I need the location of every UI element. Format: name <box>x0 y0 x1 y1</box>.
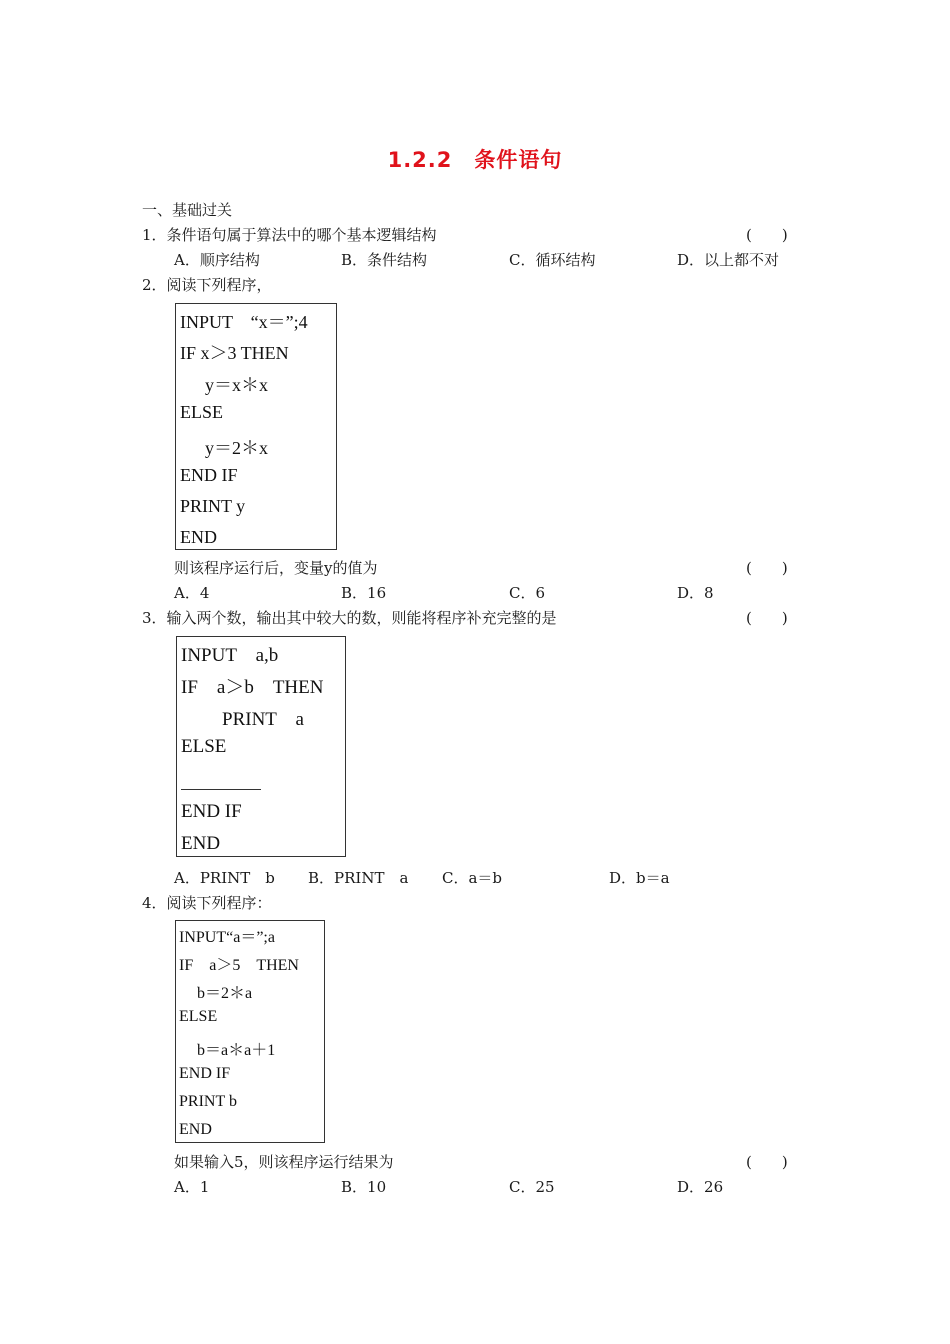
code-line: b＝a＊a＋1 <box>197 1042 276 1059</box>
code-line: INPUT “x＝”;4 <box>180 312 308 332</box>
q4-option-b: B．10 <box>341 1178 387 1196</box>
section-heading: 一、基础过关 <box>142 201 233 219</box>
q3-option-c: C．a＝b <box>442 869 503 887</box>
q2-answer-paren: ( ) <box>746 559 788 577</box>
q2-option-b: B．16 <box>341 584 387 602</box>
code-line: y＝2＊x <box>205 438 268 458</box>
q1-option-b: B．条件结构 <box>341 251 428 269</box>
q3-option-a: A．PRINT b <box>174 869 275 887</box>
q1-option-d: D．以上都不对 <box>677 251 780 269</box>
code-line: INPUT“a＝”;a <box>179 929 275 946</box>
code-line: ELSE <box>181 736 227 757</box>
q2-option-d: D．8 <box>677 584 714 602</box>
code-line: END IF <box>181 801 242 822</box>
code-line: PRINT y <box>180 496 246 516</box>
q3-answer-paren: ( ) <box>746 609 788 627</box>
code-line: END <box>181 833 221 854</box>
q1-answer-paren: ( ) <box>746 226 788 244</box>
q4-option-d: D．26 <box>677 1178 724 1196</box>
q4-option-c: C．25 <box>509 1178 555 1196</box>
q4-answer-paren: ( ) <box>746 1153 788 1171</box>
q3-stem: 3．输入两个数，输出其中较大的数，则能将程序补充完整的是 <box>142 609 557 627</box>
q2-stem: 2．阅读下列程序， <box>142 276 272 294</box>
code-line: IF a＞b THEN <box>181 677 324 698</box>
code-line: ELSE <box>180 402 223 422</box>
code-line: END IF <box>179 1065 231 1082</box>
code-line: PRINT b <box>179 1093 237 1110</box>
q3-option-b: B．PRINT a <box>308 869 409 887</box>
page-title: 1.2.2 条件语句 <box>387 148 563 172</box>
code-line: END <box>180 527 217 547</box>
q3-option-d: D．b＝a <box>609 869 670 887</box>
q2-option-c: C．6 <box>509 584 546 602</box>
q2-followup: 则该程序运行后，变量y的值为 <box>174 559 378 577</box>
q4-option-a: A．1 <box>174 1178 210 1196</box>
q2-code-box <box>175 303 337 550</box>
q3-code-box <box>176 636 346 857</box>
q4-stem: 4．阅读下列程序： <box>142 894 272 912</box>
code-line: END <box>179 1121 212 1138</box>
q1-option-a: A．顺序结构 <box>174 251 260 269</box>
q4-code-box <box>175 920 325 1143</box>
fill-in-blank <box>181 789 261 790</box>
code-line: IF x＞3 THEN <box>180 343 289 363</box>
code-line: y＝x＊x <box>205 375 268 395</box>
code-line: b＝2＊a <box>197 985 253 1002</box>
q4-followup: 如果输入5，则该程序运行结果为 <box>174 1153 394 1171</box>
code-line: END IF <box>180 465 238 485</box>
code-line: ELSE <box>179 1008 218 1025</box>
code-line: INPUT a,b <box>181 645 279 666</box>
code-line: IF a＞5 THEN <box>179 957 299 974</box>
code-line: PRINT a <box>222 709 304 730</box>
q2-option-a: A．4 <box>174 584 210 602</box>
q1-stem: 1．条件语句属于算法中的哪个基本逻辑结构 <box>142 226 437 244</box>
q1-option-c: C．循环结构 <box>509 251 596 269</box>
